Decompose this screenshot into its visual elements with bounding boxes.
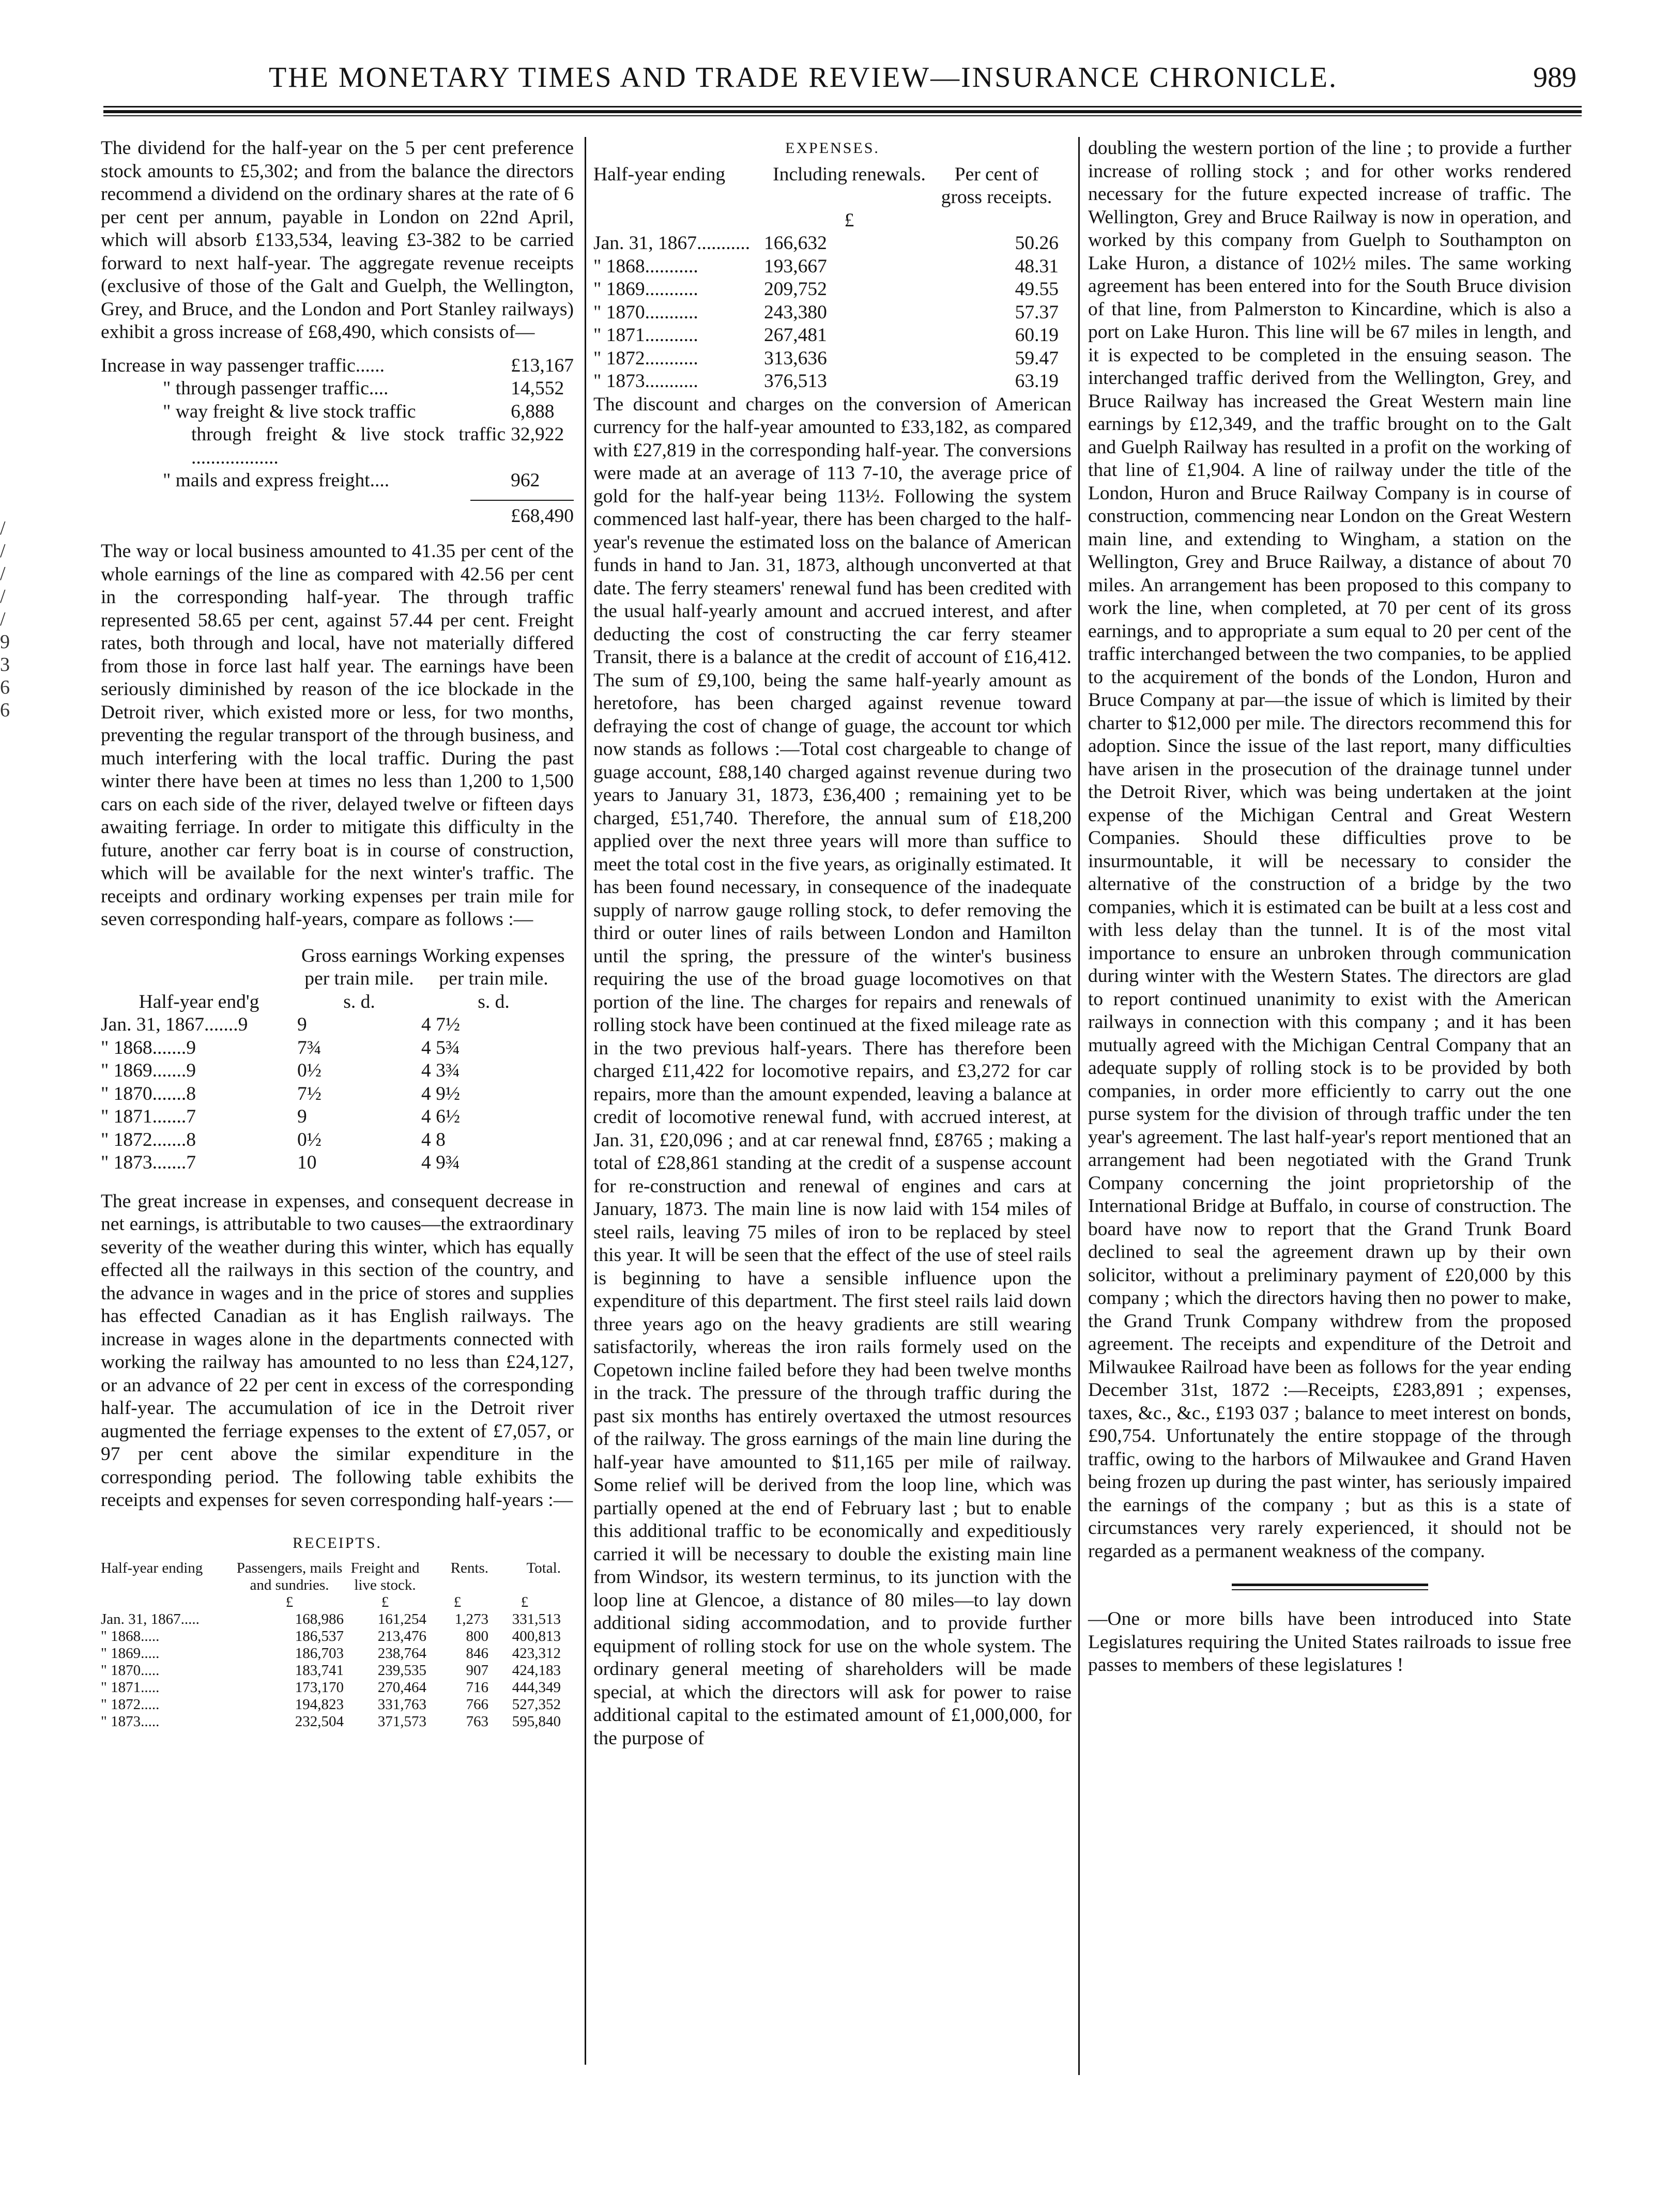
- page-header: [103, 61, 1577, 107]
- earnings-table-header: [101, 945, 574, 1014]
- table-cell: 7¾: [297, 1037, 322, 1058]
- table-cell: 1,273: [454, 1611, 488, 1627]
- table-unit: [101, 1594, 235, 1611]
- table-cell: 376,513: [764, 371, 827, 392]
- paragraph: The discount and charges on the conversion of American currency for the half-year amounted to £33,182, as compared with £27,819 in the corresponding half-year. The conversions were made at an average of 113 7-10, the average price of gold for the half-year being 113½. Following the system commenced last half-year, there has been charged to the half-year's revenue the estimated loss on the balance of American funds in hand to Jan. 31, 1873, although unconverted at that date. The ferry steamers' renewal fund has been credited with the usual half-yearly amount and accrued interest, and after deducting the cost of constructing the car ferry steamer Transit, there is a balance at the credit of account of £16,412. The sum of £9,100, being the same half-yearly amount as heretofore, has been charged against revenue toward defraying the cost of change of guage, the account tor which now stands as follows :—Total cost chargeable to change of guage account, £88,140 charged against revenue during two years to January 31, 1873, £36,400 ; remaining yet to be charged, £51,740. Therefore, the annual sum of £18,200 applied over the next three years will more than suffice to meet the total cost in the five years, as originally estimated. It has been found necessary, in consequence of the inadequate supply of narrow gauge rolling stock, to defer removing the third or outer lines of rails between London and Hamilton until the spring, the pressure of the winter's business requiring the use of the broad guage locomotives on that portion of the line. The charges for repairs and renewals of rolling stock have been continued at the fixed mileage rate as in the two previous half-years. There has therefore been charged £11,422 for locomotive repairs, and £3,272 for car repairs, more than the amount expended, leaving a balance at credit of locomotive renewal fund, with accrued interest, at Jan. 31, £20,096 ; and at car renewal fnnd, £8765 ; making a total of £28,861 standing at the credit of a suspense account for re-construction and renewal of engines and cars at January, 1873. The main line is now laid with 154 miles of steel rails, leaving 75 miles of iron to be replaced by steel this year. It will be seen that the effect of the use of steel rails is beginning to have a sensible influence upon the expenditure of this department. The first steel rails laid down three years ago on the heavy gradients are still wearing satisfactorily, whereas the iron rails formely used on the Copetown incline failed before they had been twelve months in the track. The pressure of the through traffic during the past six months has entirely overtaxed the utmost resources of the railway. The gross earnings of the main line during the half-year have amounted to $11,165 per mile of railway. Some relief will be derived from the loop line, which was partially opened at the end of February last ; but to enable this additional traffic to be economically and expeditiously carried it will be necessary to double the existing main line from Windsor, its western terminus, to its junction with the loop line at Glencoe, a distance of 80 miles—to lay down additional siding accommodation, and to provide further equipment of rolling stock for use on the whole system. The ordinary general meeting of shareholders will be made special, at which the directors will ask for power to raise additional capital to the estimated amount of £1,000,000, for the purpose of: [593, 393, 1072, 1749]
- table-row: [101, 1105, 574, 1129]
- table-unit: £: [285, 1594, 294, 1610]
- table-cell: " 1872.....: [101, 1696, 160, 1713]
- table-col-header: Including renewals.: [773, 163, 926, 185]
- news-note: —One or more bills have been introduced into State Legislatures requiring the United States railroads to issue free passes to members of these legislatures !: [1088, 1608, 1571, 1676]
- list-item-value: 32,922: [511, 424, 564, 445]
- table-cell: 4 3¾: [421, 1060, 460, 1081]
- table-row: [101, 1013, 574, 1037]
- table-cell: 4 5¾: [421, 1037, 460, 1058]
- table-col-header: Per cent of gross receipts.: [941, 163, 1052, 208]
- table-cell: 57.37: [1015, 301, 1059, 323]
- table-col-header: Working expenses: [422, 945, 565, 966]
- table-cell: 444,349: [512, 1679, 561, 1696]
- increase-total: £68,490: [470, 500, 574, 528]
- paragraph: The way or local business amounted to 41.35 per cent of the whole earnings of the line as compared with 42.56 per cent in the corresponding half-year. The through traffic represented 58.65 per cent, against 57.44 per cent. Freight rates, both through and local, have not materially differed from those in force last half year. The earnings have been seriously diminished by reason of the ice blockade in the Detroit river, which existed more or less, for two months, preventing the regular transport of the through business, and much interfering with the local traffic. During the past winter there have been at times no less than 1,200 to 1,500 cars on each side of the river, delayed twelve or fifteen days awaiting ferriage. In order to mitigate this difficulty in the future, another car ferry boat is in course of construction, which will be available for the next winter's traffic. The receipts and ordinary working expenses per train mile for seven corresponding half-years, compare as follows :—: [101, 541, 574, 930]
- table-cell: " 1870.....: [101, 1662, 160, 1679]
- table-row: [101, 1037, 574, 1060]
- table-cell: 168,986: [295, 1611, 344, 1627]
- list-item-value: 14,552: [511, 378, 564, 399]
- table-cell: " 1872...........: [593, 347, 698, 369]
- table-cell: Jan. 31, 1867.....: [101, 1611, 200, 1627]
- margin-marks: [0, 517, 10, 721]
- table-col-header: Freight and live stock.: [350, 1560, 420, 1593]
- table-cell: 371,573: [377, 1713, 426, 1730]
- receipts-title: RECEIPTS.: [293, 1534, 382, 1552]
- table-cell: 9: [297, 1014, 307, 1035]
- receipts-table: [101, 1560, 574, 1730]
- table-cell: " 1870...........: [593, 301, 698, 323]
- table-cell: 270,464: [377, 1679, 426, 1696]
- table-cell: 716: [466, 1679, 488, 1696]
- table-cell: 800: [466, 1628, 488, 1645]
- header-rule: [103, 106, 1582, 107]
- newspaper-title: THE MONETARY TIMES AND TRADE REVIEW—INSURANCE CHRONICLE.: [269, 62, 1338, 94]
- table-cell: " 1868.......9: [101, 1037, 196, 1058]
- section-rule: [1232, 1584, 1428, 1586]
- table-cell: 267,481: [764, 325, 827, 346]
- table-cell: " 1871.....: [101, 1679, 160, 1696]
- list-item-label: " way freight & live stock traffic: [163, 401, 416, 422]
- table-row: [101, 1129, 574, 1152]
- column-divider: [585, 137, 586, 2065]
- margin-mark: /: [0, 608, 6, 630]
- table-col-header: Half-year ending: [101, 1560, 203, 1576]
- table-col-header: Half-year ending: [593, 163, 726, 185]
- table-cell: 4 6½: [421, 1106, 460, 1127]
- table-cell: Jan. 31, 1867.......9: [101, 1014, 248, 1035]
- table-row: [101, 1151, 574, 1175]
- table-cell: 232,504: [295, 1713, 344, 1730]
- table-cell: 49.55: [1015, 279, 1059, 300]
- table-cell: 766: [466, 1696, 488, 1713]
- margin-mark: 3: [0, 654, 10, 675]
- table-cell: 183,741: [295, 1662, 344, 1679]
- table-cell: 193,667: [764, 255, 827, 277]
- table-cell: 4 7½: [421, 1014, 460, 1035]
- table-row: [101, 1059, 574, 1083]
- table-unit: £: [521, 1594, 529, 1610]
- table-cell: 4 8: [421, 1129, 446, 1150]
- table-cell: 4 9¾: [421, 1152, 460, 1173]
- list-item-value: 6,888: [511, 401, 555, 422]
- list-item-value: £13,167: [511, 355, 574, 376]
- table-col-header: Rents.: [450, 1560, 488, 1576]
- table-cell: 4 9½: [421, 1083, 460, 1104]
- paragraph: The great increase in expenses, and consequent decrease in net earnings, is attributable to two causes—the extraordinary severity of the weather during this winter, which has equally effected all the railways in this section of the country, and the advance in wages and in the price of stores and supplies has effected Canadian as it has English railways. The increase in wages alone in the departments connected with working the railway has amounted to no less than £24,127, or an advance of 22 per cent in excess of the corresponding half-year. The accumulation of ice in the Detroit river augmented the ferriage expenses to the extent of £7,057, or 97 per cent above the similar expenditure in the corresponding period. The following table exhibits the receipts and expenses for seven corresponding half-years :—: [101, 1190, 574, 1511]
- margin-mark: 6: [0, 699, 10, 721]
- page-number: 989: [1533, 62, 1577, 94]
- table-cell: 243,380: [764, 301, 827, 323]
- paragraph: The dividend for the half-year on the 5 per cent preference stock amounts to £5,302; and from the balance the directors recommend a dividend on the ordinary shares at the rate of 6 per cent per annum, payable in London on 22nd April, which will absorb £133,534, leaving £3-382 to be carried forward to next half-year. The aggregate revenue receipts (exclusive of those of the Galt and Guelph, the Wellington, Grey, and Bruce, and the London and Port Stanley railways) exhibit a gross increase of £68,490, which consists of—: [101, 137, 574, 343]
- expenses-table: [593, 163, 1072, 393]
- table-cell: 50.26: [1015, 233, 1059, 254]
- table-cell: 907: [466, 1662, 488, 1679]
- table-cell: " 1868.....: [101, 1628, 160, 1645]
- header-rule-thin: [103, 115, 1582, 116]
- table-cell: " 1868...........: [593, 255, 698, 277]
- table-cell: 331,513: [512, 1611, 561, 1627]
- table-cell: 213,476: [377, 1628, 426, 1645]
- table-unit: s. d.: [478, 991, 510, 1012]
- margin-mark: /: [0, 586, 6, 607]
- table-cell: " 1873.....: [101, 1713, 160, 1730]
- table-cell: 173,170: [295, 1679, 344, 1696]
- table-cell: " 1873.......7: [101, 1152, 196, 1173]
- margin-mark: /: [0, 540, 6, 562]
- table-cell: Jan. 31, 1867...........: [593, 233, 751, 254]
- table-cell: 10: [297, 1152, 317, 1173]
- table-cell: " 1869.......9: [101, 1060, 196, 1081]
- table-cell: 209,752: [764, 279, 827, 300]
- paragraph: doubling the western portion of the line ; to provide a further increase of rolling stock ; and for other works rendered necessary for the future expected increase of traffic. The Wellington, Grey and Bruce Railway is now in operation, and worked by this company from Guelph to Southampton on Lake Huron, a distance of 102½ miles. The same working agreement has been entered into for the South Bruce division of that line, from Palmerston to Kincardine, which is also a port on Lake Huron. This line will be 67 miles in length, and it is expected to be completed in the ensuing season. The interchanged traffic derived from the Wellington, Grey, and Bruce Railway has increased the Great Western main line earnings by £12,349, and the traffic brought on to the Galt and Guelph Railway has resulted in a profit on the working of that line of £1,904. A line of railway under the title of the London, Huron and Bruce Railway Company is in course of construction, commencing near London on the Great Western main line, and extending to Wingham, a station on the Wellington, Grey and Bruce Railway, a distance of about 70 miles. An arrangement has been proposed to this company to work the line, when completed, at 70 per cent of its gross earnings, and to appropriate a sum equal to 20 per cent of the traffic interchanged between the two companies, to be applied to the acquirement of the bonds of the London, Huron and Bruce Company at par—the issue of which is limited by their charter to $12,000 per mile. The directors recommend this for adoption. Since the issue of the last report, many difficulties have arisen in the prosecution of the drainage tunnel under the Detroit River, which was being undertaken at the joint expense of the Michigan Central and Great Western Companies. Should these difficulties prove to be insurmountable, it will be necessary to consider the alternative of the construction of a bridge by the two companies, which it is estimated can be built at a less cost and with less delay than the tunnel. It is of the most vital importance to ensure an unbroken through communication during winter with the Western States. The directors are glad to report continued unanimity to exist with the American railways in connection with this company ; and it has been mutually agreed with the Michigan Central Company that an adequate supply of rolling stock is to be provided by both companies, in order more efficiently to carry out the one purse system for the division of through traffic under the ten year's agreement. The last half-year's report mentioned that an arrangement had been negotiated with the Grand Trunk Company concerning the joint proprietorship of the International Bridge at Buffalo, in course of construction. The board have now to report that the Grand Trunk Board declined to seal the agreement drawn up by their own solicitor, without a preliminary payment of £20,000 by this company ; which the directors having then no power to make, the Grand Trunk Company withdrew from the proposed agreement. The receipts and expenditure of the Detroit and Milwaukee Railroad have been as follows for the year ending December 31st, 1872 :—Receipts, £283,891 ; expenses, taxes, &c., &c., £193 037 ; balance to meet interest on bonds, £90,754. Unfortunately the entire stoppage of the through traffic, owing to the harbors of Milwaukee and Grand Haven being frozen up during the past winter, has seriously impaired the earnings of the company ; but as this is a state of circumstances very rarely experienced, it should not be regarded as a permanent weakness of the company.: [1088, 137, 1571, 1562]
- table-cell: 527,352: [512, 1696, 561, 1713]
- margin-mark: 6: [0, 677, 10, 698]
- table-cell: 166,632: [764, 233, 827, 254]
- table-cell: " 1872.......8: [101, 1129, 196, 1150]
- table-cell: 63.19: [1015, 371, 1059, 392]
- table-col-subheader: per train mile.: [304, 968, 414, 989]
- table-cell: 400,813: [512, 1628, 561, 1645]
- column-2: [593, 137, 1072, 1750]
- table-cell: 763: [466, 1713, 488, 1730]
- table-cell: " 1869.....: [101, 1645, 160, 1662]
- table-col-subheader: per train mile.: [439, 968, 548, 989]
- margin-mark: 9: [0, 631, 10, 653]
- column-1: [101, 137, 574, 1730]
- list-item-label: Increase in way passenger traffic......: [101, 355, 385, 376]
- table-cell: 60.19: [1015, 325, 1059, 346]
- header-rule-thick: [103, 110, 1582, 113]
- table-cell: 7½: [297, 1083, 322, 1104]
- table-cell: 846: [466, 1645, 488, 1662]
- table-cell: " 1871.......7: [101, 1106, 196, 1127]
- table-cell: 595,840: [512, 1713, 561, 1730]
- table-col-header: Total.: [526, 1560, 561, 1576]
- table-cell: " 1873...........: [593, 371, 698, 392]
- table-cell: " 1869...........: [593, 279, 698, 300]
- table-unit: £: [844, 209, 854, 231]
- increase-list: [101, 355, 574, 493]
- table-unit: £: [381, 1594, 389, 1610]
- table-cell: 161,254: [377, 1611, 426, 1627]
- table-row: [101, 1083, 574, 1106]
- table-cell: " 1870.......8: [101, 1083, 196, 1104]
- table-col-header: Passengers, mails and sundries.: [236, 1560, 343, 1593]
- table-cell: 186,703: [295, 1645, 344, 1662]
- table-cell: 238,764: [377, 1645, 426, 1662]
- table-cell: 423,312: [512, 1645, 561, 1662]
- table-unit: s. d.: [343, 991, 375, 1012]
- table-cell: 313,636: [764, 347, 827, 369]
- table-cell: 424,183: [512, 1662, 561, 1679]
- table-cell: 0½: [297, 1129, 322, 1150]
- expenses-title: EXPENSES.: [785, 140, 880, 157]
- column-divider: [1078, 137, 1080, 2075]
- table-cell: 239,535: [377, 1662, 426, 1679]
- table-unit: £: [453, 1594, 462, 1610]
- table-cell: 186,537: [295, 1628, 344, 1645]
- column-3: [1088, 137, 1571, 1677]
- table-row-header: Half-year end'g: [139, 991, 259, 1012]
- margin-mark: /: [0, 563, 6, 585]
- section-rule-thin: [1232, 1589, 1428, 1590]
- table-cell: 194,823: [295, 1696, 344, 1713]
- list-item-label: " through passenger traffic....: [163, 378, 389, 399]
- table-col-header: Gross earnings: [301, 945, 417, 966]
- table-cell: 0½: [297, 1060, 322, 1081]
- table-cell: 331,763: [377, 1696, 426, 1713]
- table-cell: 59.47: [1015, 347, 1059, 369]
- list-item-value: 962: [511, 470, 540, 491]
- list-item-label: through freight & live stock traffic ..................: [191, 424, 506, 468]
- margin-mark: /: [0, 517, 6, 539]
- table-cell: " 1871...........: [593, 325, 698, 346]
- list-item-label: " mails and express freight....: [163, 470, 390, 491]
- table-cell: 9: [297, 1106, 307, 1127]
- table-cell: 48.31: [1015, 255, 1059, 277]
